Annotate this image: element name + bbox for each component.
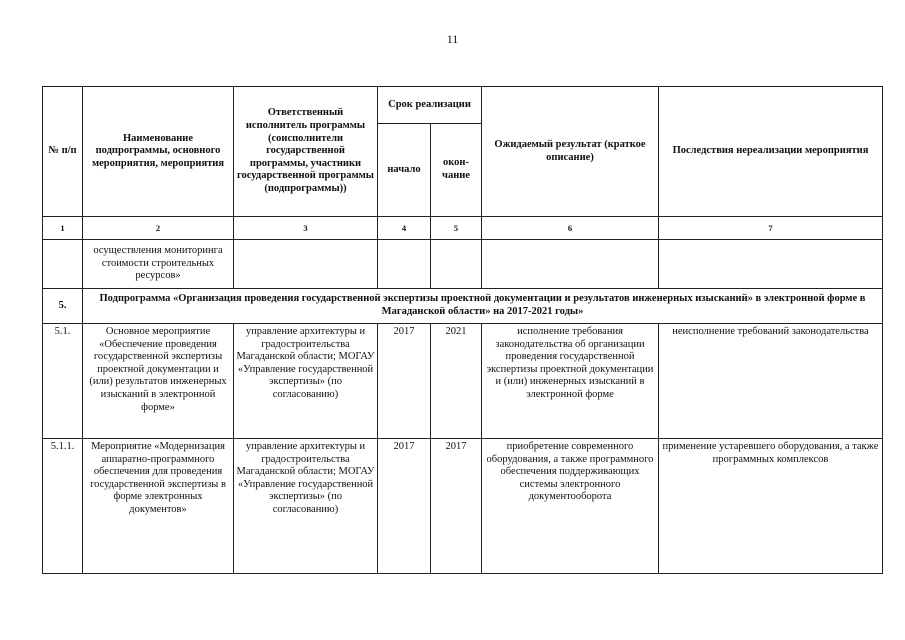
- column-number: 2: [83, 217, 234, 240]
- column-number: 4: [378, 217, 431, 240]
- empty-cell: [234, 240, 378, 289]
- row-name: Основное мероприятие «Обеспечение проведения государственной экспертизы проектной документации и (или) результатов инженерных изысканий в электронной форме»: [83, 324, 234, 439]
- column-number-row: [43, 217, 883, 240]
- header-consequences: Последствия нереализации мероприятия: [659, 87, 883, 217]
- row-name: Мероприятие «Модернизация аппаратно-программного обеспечения для проведения государственной экспертизы в форме электронных документов»: [83, 439, 234, 574]
- row-number: 5.1.1.: [43, 439, 83, 574]
- header-period: Срок реализации: [378, 87, 482, 124]
- header-start: начало: [378, 124, 431, 217]
- column-number: 6: [482, 217, 659, 240]
- column-number: 1: [43, 217, 83, 240]
- row-end: 2017: [431, 439, 482, 574]
- row-start: 2017: [378, 439, 431, 574]
- row-end: 2021: [431, 324, 482, 439]
- row-result: приобретение современного оборудования, а также программного обеспечения поддерживающих системы электронного документооборота: [482, 439, 659, 574]
- column-number: 7: [659, 217, 883, 240]
- row-executor: управление архитектуры и градостроительства Магаданской области; МОГАУ «Управление государственной экспертизы» (по согласованию): [234, 439, 378, 574]
- empty-cell: [659, 240, 883, 289]
- row-number: 5.1.: [43, 324, 83, 439]
- header-result: Ожидаемый результат (краткое описание): [482, 87, 659, 217]
- empty-cell: [43, 240, 83, 289]
- column-number: 5: [431, 217, 482, 240]
- empty-cell: [482, 240, 659, 289]
- continuation-row: [43, 240, 883, 289]
- empty-cell: [378, 240, 431, 289]
- table-row: [43, 324, 883, 439]
- page-number: 11: [446, 32, 459, 46]
- subprogram-row: [43, 289, 883, 324]
- program-table: [42, 86, 883, 574]
- continuation-name: осуществления мониторинга стоимости строительных ресурсов»: [83, 240, 234, 289]
- column-number: 3: [234, 217, 378, 240]
- row-result: исполнение требования законодательства об организации проведения государственной экспертизы проектной документации и (или) инженерных изысканий в электронной форме: [482, 324, 659, 439]
- table-row: [43, 439, 883, 574]
- empty-cell: [431, 240, 482, 289]
- header-end: окон-чание: [431, 124, 482, 217]
- header-row: [43, 87, 883, 124]
- row-consequences: неисполнение требований законодательства: [659, 324, 883, 439]
- header-number: № п/п: [43, 87, 83, 217]
- subprogram-number: 5.: [43, 289, 83, 324]
- subprogram-title: Подпрограмма «Организация проведения государственной экспертизы проектной документации и результатов инженерных изысканий» в электронной форме в Магаданской области» на 2017-2021 годы»: [83, 289, 883, 324]
- row-executor: управление архитектуры и градостроительства Магаданской области; МОГАУ «Управление государственной экспертизы» (по согласованию): [234, 324, 378, 439]
- header-executor: Ответственный исполнитель программы (соисполнители государственной программы, участники государственной программы (подпрограммы)): [234, 87, 378, 217]
- row-start: 2017: [378, 324, 431, 439]
- row-consequences: применение устаревшего оборудования, а также программных комплексов: [659, 439, 883, 574]
- header-name: Наименование подпрограммы, основного мероприятия, мероприятия: [83, 87, 234, 217]
